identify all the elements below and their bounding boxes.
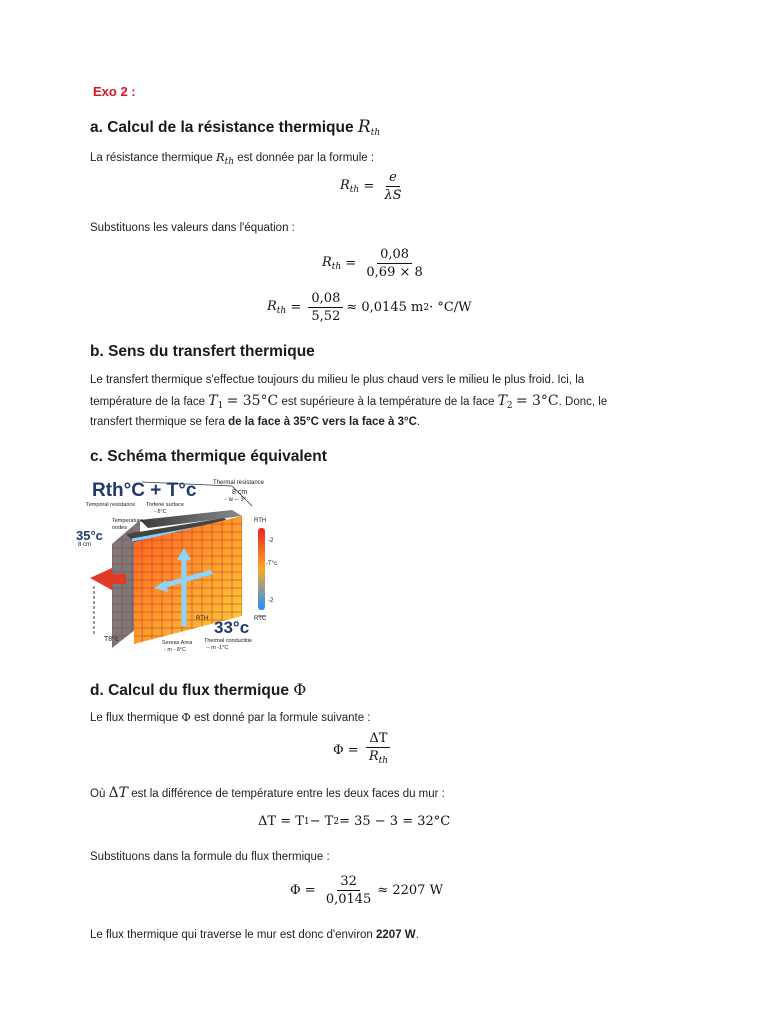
figure-title-plus: + xyxy=(150,480,162,501)
text: est la différence de température entre les deux faces du mur : xyxy=(131,788,445,800)
label-35c: 35°c xyxy=(76,528,103,543)
temperature-gauge xyxy=(258,528,265,610)
section-b-line1: Le transfert thermique s'effectue toujours du milieu le plus chaud vers le milieu le plus froid. Ici, la xyxy=(90,374,585,386)
label-surface: Torfene surface xyxy=(146,502,184,508)
fraction-denominator: R xyxy=(368,749,379,764)
section-b-heading: b. Sens du transfert thermique xyxy=(90,343,315,360)
fraction-numerator: ΔT xyxy=(366,731,390,748)
text: Où xyxy=(90,788,106,800)
fraction-denominator: 5,52 xyxy=(311,309,341,324)
rth-value: ≈ 0,0145 m xyxy=(346,300,424,315)
label-tc: -T°c xyxy=(266,561,278,567)
flux-fraction: $\frac{\Delta T}{R_{th}}$ xyxy=(366,731,391,769)
figure-title-rth: Rth°C xyxy=(92,480,145,501)
phi-symbol: Φ xyxy=(293,680,307,699)
figure-title-t: T°c xyxy=(166,480,197,501)
delta-t-definition: Où ΔT est la différence de température entre les deux faces du mur : xyxy=(90,785,445,801)
label-sereas-area: Sereas Area xyxy=(162,640,193,646)
text: Le flux thermique xyxy=(90,712,179,724)
substitute-text-d: Substituons dans la formule du flux thermique : xyxy=(90,851,330,863)
fraction-numerator: 0,08 xyxy=(308,291,343,308)
label-rth-bottom: RTH xyxy=(196,616,209,622)
label-sereas-value: - m - δ°C xyxy=(164,647,187,653)
exercise-title: Exo 2 : xyxy=(93,84,136,99)
flux-value: ≈ 2207 W xyxy=(377,883,443,898)
section-b-line3 xyxy=(90,416,420,428)
section-d-heading-text: d. Calcul du flux thermique xyxy=(90,682,289,699)
label-33c: 33°c xyxy=(214,618,250,637)
section-a-intro xyxy=(90,150,374,167)
delta-eq-start: ΔT = T xyxy=(258,814,304,829)
conclusion-value: 2207 W xyxy=(376,929,416,941)
intro-text: La résistance thermique xyxy=(90,152,213,164)
fraction-denominator: λS xyxy=(384,188,402,203)
text: température de la face xyxy=(90,396,206,408)
label-tick-2b: -2 xyxy=(268,598,274,604)
text: Le flux thermique qui traverse le mur est donc d'environ xyxy=(90,929,373,941)
label-conductivity-value: -- m -1°C xyxy=(206,645,229,651)
text: . xyxy=(416,416,421,428)
flux-result: Φ = $\frac{32}{0,0145}$ ≈ 2207 W xyxy=(290,874,443,907)
label-thermal-conductivity: Thermal conductitie xyxy=(204,638,252,644)
fraction-numerator: e xyxy=(386,170,400,187)
label-thermal-resistance: Thermal resistance xyxy=(213,480,265,486)
label-temperature-nodes: Temperature nodes xyxy=(112,518,143,531)
flux-result-fraction xyxy=(323,874,375,907)
rth-symbol: $R_{th}$ xyxy=(357,117,381,138)
section-b-line2: température de la face $T_1 = 35^\circ C$ est supérieure à la température de la face $T_2 = 3^\circ C$. Donc, le xyxy=(90,393,608,411)
label-t8c: T8°c xyxy=(104,636,119,643)
label-tick-2a: -2 xyxy=(268,538,274,544)
fraction-numerator: 0,08 xyxy=(377,247,412,264)
conclusion xyxy=(90,929,419,941)
t1-value: = 35°C xyxy=(226,393,279,409)
text: est supérieure à la température de la face xyxy=(281,396,495,408)
fraction-numerator: 32 xyxy=(337,874,360,891)
section-a-heading-text: a. Calcul de la résistance thermique xyxy=(90,119,354,136)
rth-inline: $R_{th}$ xyxy=(215,150,235,167)
text: transfert thermique se fera xyxy=(90,416,225,428)
figure-title xyxy=(92,480,196,502)
label-temporal-resistance: Temporal resistance xyxy=(86,502,136,508)
rth-units: · °C/W xyxy=(429,300,472,315)
intro-text-end: est donnée par la formule : xyxy=(237,152,375,164)
text: est donné par la formule suivante : xyxy=(194,712,371,724)
label-8cm-top: 8 cm xyxy=(232,489,248,496)
delta-t-equation: ΔT = T 1 − T 2 = 35 − 3 = 32°C xyxy=(258,814,451,829)
substitute-text-a: Substituons les valeurs dans l'équation : xyxy=(90,222,295,234)
thermal-schematic-figure xyxy=(76,476,294,654)
label-surface-value: - δ°C xyxy=(154,509,167,515)
label-8cm-left: 8 cm xyxy=(78,542,92,548)
text: . Donc, le xyxy=(558,396,608,408)
text: . xyxy=(415,929,419,941)
rth-substituted-fraction xyxy=(363,247,425,280)
t2-value: = 3°C xyxy=(515,393,559,409)
rth-substituted: $R_{th}$ = $\frac{0,08}{0,69 \times 8}$ xyxy=(322,247,429,280)
rth-fraction xyxy=(381,170,404,203)
fraction-denominator: 0,69 × 8 xyxy=(366,265,423,280)
label-w3: - w -- 3° xyxy=(225,497,247,503)
delta-eq-mid: − T xyxy=(309,814,334,829)
fraction-denominator: 0,0145 xyxy=(325,892,372,907)
rth-formula: $R_{th}$ = $\frac{e}{\lambda S}$ xyxy=(340,170,408,203)
direction-bold: de la face à 35°C vers la face à 3°C xyxy=(228,416,417,428)
delta-eq-end: = 35 − 3 = 32°C xyxy=(339,814,451,829)
section-c-heading: c. Schéma thermique équivalent xyxy=(90,448,327,465)
rth-result: $R_{th}$ = $\frac{0,08}{5,52}$ ≈ 0,0145 m 2 · °C/W xyxy=(267,291,472,324)
label-rtc: RTC xyxy=(254,616,267,622)
section-a-heading xyxy=(90,117,380,138)
rth-result-fraction xyxy=(308,291,343,324)
label-rth-right: RTH xyxy=(254,518,267,524)
section-d-heading xyxy=(90,680,306,700)
section-d-intro: Le flux thermique Φ est donné par la formule suivante : xyxy=(90,710,371,724)
flux-formula: Φ = $\frac{\Delta T}{R_{th}}$ xyxy=(333,731,394,769)
